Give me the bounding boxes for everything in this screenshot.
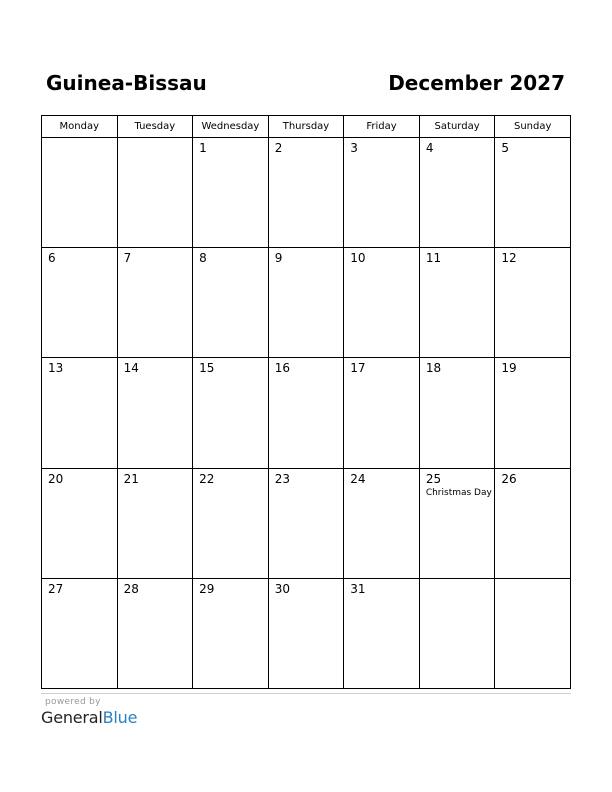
- day-number: 2: [274, 141, 283, 155]
- weekday-header: Thursday: [268, 116, 344, 138]
- empty-day-cell: [495, 578, 571, 688]
- day-cell: [268, 248, 344, 358]
- day-cell: [193, 578, 269, 688]
- day-number: 17: [350, 361, 366, 376]
- day-cell: [419, 468, 495, 578]
- empty-day-cell: [42, 138, 118, 248]
- day-cell: [419, 358, 495, 468]
- day-number: 13: [48, 361, 64, 376]
- week-row: [42, 468, 571, 578]
- day-number: 7: [123, 251, 132, 266]
- weekday-header: Wednesday: [193, 116, 269, 138]
- day-cell: [344, 138, 420, 248]
- day-number: 18: [425, 361, 442, 376]
- day-cell: [344, 358, 420, 468]
- day-cell: [193, 138, 269, 248]
- day-cell: [42, 578, 118, 688]
- day-number: 11: [425, 251, 442, 266]
- day-number: 8: [199, 251, 207, 266]
- day-number: 22: [199, 471, 215, 486]
- weekday-header: Saturday: [419, 116, 495, 138]
- day-number: 5: [501, 141, 510, 155]
- day-number: 3: [350, 141, 358, 155]
- day-number: 29: [199, 581, 215, 596]
- day-number: 23: [274, 471, 290, 486]
- country-title: Guinea-Bissau: [46, 71, 207, 95]
- day-number: 12: [501, 251, 517, 266]
- day-number: 30: [274, 581, 290, 596]
- weekday-header-row: [42, 116, 571, 138]
- calendar-grid: [41, 115, 571, 689]
- day-number: 27: [48, 581, 64, 596]
- day-number: 10: [350, 251, 366, 266]
- day-cell: [419, 248, 495, 358]
- day-number: 25: [425, 471, 442, 486]
- day-cell: [268, 468, 344, 578]
- day-number: 19: [501, 361, 517, 376]
- day-number: 20: [48, 471, 64, 486]
- brand-name-part2: Blue: [102, 708, 138, 727]
- day-number: 9: [274, 251, 283, 266]
- day-number: 24: [350, 471, 366, 486]
- day-number: 15: [199, 361, 215, 376]
- empty-day-cell: [419, 578, 495, 688]
- day-cell: [117, 578, 193, 688]
- day-cell: [193, 248, 269, 358]
- month-title: December 2027: [388, 71, 565, 95]
- day-cell: [42, 248, 118, 358]
- holiday-label: Christmas Day: [425, 487, 492, 498]
- day-cell: [193, 468, 269, 578]
- weekday-header: Tuesday: [117, 116, 193, 138]
- day-cell: [344, 578, 420, 688]
- day-cell: [344, 248, 420, 358]
- powered-by-text: powered by: [45, 697, 101, 707]
- day-cell: [495, 358, 571, 468]
- day-cell: [193, 358, 269, 468]
- day-cell: [268, 138, 344, 248]
- day-cell: [495, 248, 571, 358]
- day-cell: [344, 468, 420, 578]
- footer-divider: [41, 693, 571, 694]
- week-row: [42, 578, 571, 688]
- day-number: 26: [501, 471, 517, 486]
- week-row: [42, 248, 571, 358]
- day-number: 14: [123, 361, 139, 376]
- day-number: 4: [425, 141, 434, 155]
- day-cell: [495, 138, 571, 248]
- day-number: 1: [199, 141, 207, 155]
- day-number: 21: [123, 471, 139, 486]
- day-number: 6: [48, 251, 56, 266]
- day-number: 31: [350, 581, 366, 596]
- weekday-header: Monday: [42, 116, 118, 138]
- day-cell: [495, 468, 571, 578]
- day-cell: [42, 468, 118, 578]
- week-row: [42, 358, 571, 468]
- day-cell: [419, 138, 495, 248]
- weekday-header: Friday: [344, 116, 420, 138]
- day-number: 16: [274, 361, 290, 376]
- day-number: 28: [123, 581, 139, 596]
- day-cell: [117, 358, 193, 468]
- brand-name-part1: General: [41, 708, 103, 727]
- day-cell: [117, 248, 193, 358]
- week-row: [42, 138, 571, 248]
- weekday-header: Sunday: [495, 116, 571, 138]
- day-cell: [117, 468, 193, 578]
- day-cell: [42, 358, 118, 468]
- empty-day-cell: [117, 138, 193, 248]
- day-cell: [268, 358, 344, 468]
- day-cell: [268, 578, 344, 688]
- brand-logo[interactable]: [41, 708, 137, 727]
